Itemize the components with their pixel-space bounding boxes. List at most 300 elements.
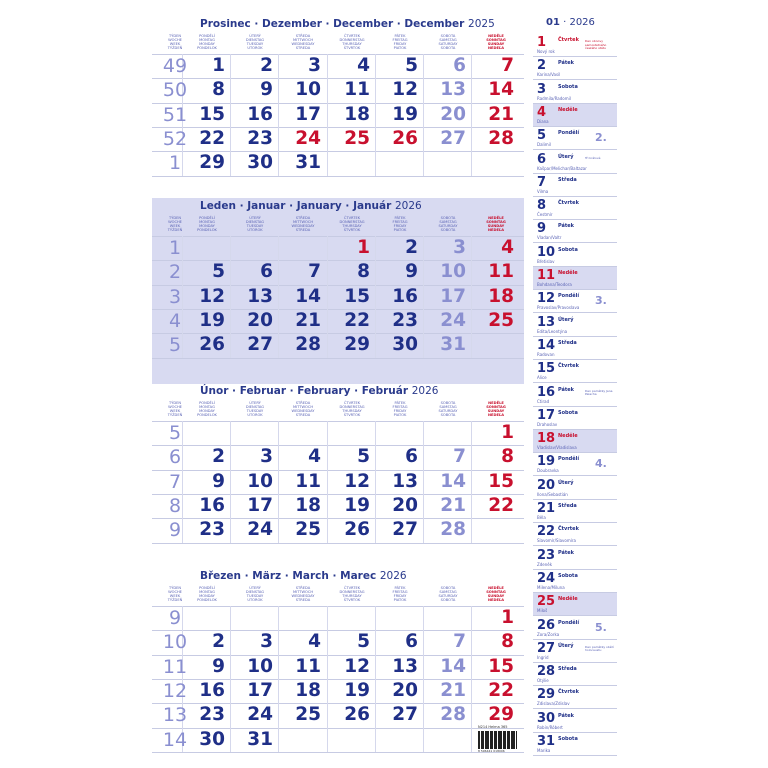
day-number[interactable]: 4 bbox=[501, 237, 514, 258]
month-title-text: Leden · Januar · January · Január bbox=[200, 200, 395, 212]
barcode-number: 8 596441 018006 bbox=[478, 749, 505, 753]
day-number[interactable]: 25 bbox=[295, 704, 321, 726]
day-number[interactable]: 19 bbox=[344, 494, 370, 516]
weekday-header: ÚTERÝ DIENSTAG TUESDAY UTOROK bbox=[245, 216, 265, 232]
week-number: 13 bbox=[162, 704, 188, 727]
day-number[interactable]: 2 bbox=[212, 446, 225, 468]
week-column-header: TÝDEN WOCHE WEEK TÝŽDEŇ bbox=[167, 586, 183, 602]
strip-name-day: Běla bbox=[537, 515, 546, 520]
day-number[interactable]: 12 bbox=[199, 285, 225, 307]
day-number[interactable]: 24 bbox=[247, 704, 273, 726]
day-number[interactable]: 10 bbox=[247, 655, 273, 677]
day-number[interactable]: 11 bbox=[295, 470, 321, 492]
day-number[interactable]: 2 bbox=[405, 237, 418, 258]
day-number[interactable]: 8 bbox=[501, 631, 514, 653]
strip-name-day: Čestmír bbox=[537, 212, 553, 218]
day-number[interactable]: 31 bbox=[295, 152, 321, 174]
strip-weekday: Pondělí bbox=[558, 293, 580, 300]
day-number[interactable]: 12 bbox=[344, 655, 370, 677]
day-number[interactable]: 21 bbox=[488, 103, 514, 125]
strip-weekday: Neděle bbox=[558, 270, 578, 276]
week-number: 5 bbox=[168, 334, 182, 357]
strip-day-number: 14 bbox=[537, 337, 556, 353]
day-number[interactable]: 9 bbox=[405, 261, 418, 283]
strip-weekday: Středa bbox=[558, 339, 577, 346]
week-number: 50 bbox=[162, 79, 188, 102]
day-number[interactable]: 28 bbox=[440, 704, 466, 726]
day-number[interactable]: 13 bbox=[392, 470, 418, 492]
strip-day-number: 1 bbox=[537, 35, 547, 50]
strip-day-row[interactable] bbox=[533, 686, 617, 709]
strip-day-number: 31 bbox=[537, 734, 556, 749]
day-number[interactable]: 10 bbox=[440, 261, 466, 283]
day-number[interactable]: 27 bbox=[392, 704, 418, 726]
strip-day-number: 26 bbox=[537, 617, 556, 633]
strip-day-number: 30 bbox=[537, 710, 556, 726]
strip-day-number: 15 bbox=[537, 361, 556, 377]
strip-day-number: 4 bbox=[537, 104, 547, 120]
week-number: 1 bbox=[168, 152, 182, 175]
day-number[interactable]: 3 bbox=[260, 631, 273, 653]
day-number[interactable]: 6 bbox=[260, 261, 273, 283]
weekday-header: ÚTERÝ DIENSTAG TUESDAY UTOROK bbox=[245, 34, 265, 50]
strip-day-row[interactable] bbox=[533, 360, 617, 383]
strip-weekday: Neděle bbox=[558, 433, 578, 440]
week-number: 4 bbox=[168, 309, 182, 332]
day-number[interactable]: 22 bbox=[344, 309, 370, 331]
strip-day-number: 5 bbox=[537, 128, 547, 144]
day-number[interactable]: 10 bbox=[247, 470, 273, 492]
strip-day-row[interactable] bbox=[533, 104, 617, 127]
day-number[interactable]: 30 bbox=[392, 334, 418, 356]
strip-weekday: Čtvrtek bbox=[558, 689, 579, 696]
strip-day-number: 23 bbox=[537, 547, 556, 563]
day-number[interactable]: 18 bbox=[344, 103, 370, 125]
weekday-header: ČTVRTEK DONNERSTAG THURSDAY ŠTVRTOK bbox=[339, 586, 365, 602]
strip-name-day: Dalimil bbox=[537, 142, 551, 148]
strip-day-row[interactable] bbox=[533, 453, 617, 476]
strip-day-number: 17 bbox=[537, 407, 556, 423]
day-number[interactable]: 7 bbox=[453, 631, 466, 653]
strip-day-number: 22 bbox=[537, 524, 556, 540]
strip-name-day: Břetislav bbox=[537, 258, 555, 264]
strip-day-row[interactable] bbox=[533, 337, 617, 360]
day-number[interactable]: 17 bbox=[440, 285, 466, 307]
strip-weekday: Úterý bbox=[558, 316, 574, 323]
day-number[interactable]: 20 bbox=[392, 679, 418, 701]
weekday-header: PONDĚLÍ MONTAG MONDAY PONDELOK bbox=[197, 401, 217, 417]
strip-weekday: Sobota bbox=[558, 83, 578, 90]
strip-weekday: Neděle bbox=[558, 596, 578, 603]
weekday-header: NEDĚLE SONNTAG SUNDAY NEDEĽA bbox=[486, 216, 506, 232]
strip-weekday: Středa bbox=[558, 176, 577, 183]
day-number[interactable]: 11 bbox=[344, 79, 370, 101]
strip-weekday: Úterý bbox=[558, 153, 574, 160]
strip-day-row[interactable] bbox=[533, 593, 617, 616]
day-number[interactable]: 30 bbox=[247, 152, 273, 174]
strip-name-day: Edita/Leontýna bbox=[537, 328, 568, 334]
weekday-header: PONDĚLÍ MONTAG MONDAY PONDELOK bbox=[197, 586, 217, 602]
day-number[interactable]: 16 bbox=[199, 494, 225, 516]
day-number[interactable]: 13 bbox=[247, 285, 273, 307]
day-number[interactable]: 15 bbox=[199, 103, 225, 125]
week-number: 49 bbox=[162, 55, 188, 77]
day-number[interactable]: 29 bbox=[344, 334, 370, 356]
day-number[interactable]: 4 bbox=[308, 631, 321, 653]
day-number[interactable]: 16 bbox=[392, 285, 418, 307]
day-number[interactable]: 4 bbox=[357, 55, 370, 76]
strip-weekday: Sobota bbox=[558, 736, 578, 742]
day-number[interactable]: 24 bbox=[295, 127, 321, 149]
day-number[interactable]: 15 bbox=[488, 655, 514, 677]
day-number[interactable]: 25 bbox=[488, 309, 514, 331]
strip-day-row[interactable] bbox=[533, 174, 617, 197]
strip-day-row[interactable] bbox=[533, 523, 617, 546]
day-number[interactable]: 14 bbox=[488, 79, 514, 101]
week-number: 9 bbox=[168, 607, 182, 629]
day-number[interactable]: 5 bbox=[405, 55, 418, 76]
strip-day-number: 20 bbox=[537, 477, 556, 493]
day-number[interactable]: 25 bbox=[295, 519, 321, 541]
strip-name-day: Drahoslav bbox=[537, 421, 558, 427]
day-number[interactable]: 14 bbox=[295, 285, 321, 307]
day-number[interactable]: 9 bbox=[212, 655, 225, 677]
strip-week-number: 2. bbox=[595, 131, 607, 145]
weekday-header: STŘEDA MITTWOCH WEDNESDAY STREDA bbox=[291, 586, 315, 602]
day-number[interactable]: 31 bbox=[247, 728, 273, 750]
strip-name-day: Ilona/Sebastián bbox=[537, 491, 568, 497]
day-number[interactable]: 28 bbox=[440, 519, 466, 541]
strip-weekday: Pátek bbox=[558, 712, 575, 719]
strip-holiday-note: Den obnovy samostatného českého státu bbox=[585, 39, 607, 50]
strip-weekday: Pátek bbox=[558, 549, 575, 556]
day-number[interactable]: 4 bbox=[308, 446, 321, 468]
day-number[interactable]: 3 bbox=[308, 55, 321, 76]
strip-day-row[interactable] bbox=[533, 197, 617, 220]
day-number[interactable]: 19 bbox=[392, 103, 418, 125]
day-number[interactable]: 18 bbox=[488, 285, 514, 307]
strip-weekday: Sobota bbox=[558, 572, 578, 579]
strip-day-row[interactable] bbox=[533, 290, 617, 313]
strip-day-row[interactable] bbox=[533, 407, 617, 430]
day-number[interactable]: 1 bbox=[501, 607, 514, 628]
day-number[interactable]: 18 bbox=[295, 494, 321, 516]
day-number[interactable]: 6 bbox=[453, 55, 466, 76]
day-number[interactable]: 9 bbox=[260, 79, 273, 101]
day-number[interactable]: 22 bbox=[488, 679, 514, 701]
month-title bbox=[200, 200, 516, 212]
day-number[interactable]: 6 bbox=[405, 631, 418, 653]
day-number[interactable]: 16 bbox=[199, 679, 225, 701]
strip-year: · 2026 bbox=[559, 17, 595, 28]
strip-day-number: 9 bbox=[537, 221, 547, 237]
strip-day-row[interactable] bbox=[533, 220, 617, 243]
day-number[interactable]: 18 bbox=[295, 679, 321, 701]
day-number[interactable]: 5 bbox=[357, 631, 370, 653]
strip-weekday: Pondělí bbox=[558, 456, 580, 463]
strip-week-number: 5. bbox=[595, 620, 607, 634]
day-number[interactable]: 26 bbox=[344, 704, 370, 726]
week-column-header: TÝDEN WOCHE WEEK TÝŽDEŇ bbox=[167, 216, 183, 232]
strip-weekday: Úterý bbox=[558, 479, 574, 486]
day-number[interactable]: 16 bbox=[247, 103, 273, 125]
strip-day-number: 24 bbox=[537, 570, 556, 586]
strip-day-number: 16 bbox=[537, 384, 556, 400]
strip-day-row[interactable] bbox=[533, 430, 617, 453]
month-title bbox=[200, 18, 516, 30]
barcode-bar bbox=[516, 731, 517, 749]
weekday-header: SOBOTA SAMSTAG SATURDAY SOBOTA bbox=[438, 216, 458, 232]
strip-name-day: Slavomír/Slavomíra bbox=[537, 538, 576, 544]
weekday-header: PÁTEK FREITAG FRIDAY PIATOK bbox=[392, 586, 408, 602]
strip-day-row[interactable] bbox=[533, 663, 617, 686]
month-title-text: Březen · März · March · Marec bbox=[200, 570, 380, 582]
strip-day-row[interactable] bbox=[533, 57, 617, 80]
day-number[interactable]: 3 bbox=[453, 237, 466, 258]
day-number[interactable]: 8 bbox=[357, 261, 370, 283]
day-number[interactable]: 23 bbox=[247, 127, 273, 149]
strip-name-day: Bohdana/Teodora bbox=[537, 282, 572, 287]
strip-weekday: Čtvrtek bbox=[558, 363, 579, 370]
day-number[interactable]: 11 bbox=[295, 655, 321, 677]
day-number[interactable]: 3 bbox=[260, 446, 273, 468]
strip-day-number: 6 bbox=[537, 151, 547, 167]
strip-day-row[interactable] bbox=[533, 547, 617, 570]
day-number[interactable]: 23 bbox=[392, 309, 418, 331]
grid-column-line bbox=[375, 606, 376, 752]
strip-week-number: 4. bbox=[595, 457, 607, 471]
strip-day-row[interactable] bbox=[533, 314, 617, 337]
day-number[interactable]: 27 bbox=[392, 519, 418, 541]
strip-day-row[interactable] bbox=[533, 733, 617, 756]
strip-month-header bbox=[546, 17, 595, 28]
day-number[interactable]: 30 bbox=[199, 728, 225, 750]
grid-column-line bbox=[278, 606, 279, 752]
strip-day-row[interactable] bbox=[533, 127, 617, 150]
strip-day-number: 18 bbox=[537, 431, 556, 447]
day-number[interactable]: 21 bbox=[440, 494, 466, 516]
strip-day-number: 13 bbox=[537, 314, 556, 330]
strip-weekday: Čtvrtek bbox=[558, 200, 579, 207]
day-number[interactable]: 17 bbox=[247, 679, 273, 701]
weekday-header: SOBOTA SAMSTAG SATURDAY SOBOTA bbox=[438, 34, 458, 50]
strip-day-row[interactable] bbox=[533, 710, 617, 733]
strip-weekday: Pátek bbox=[558, 60, 575, 67]
day-number[interactable]: 31 bbox=[440, 334, 466, 356]
day-number[interactable]: 23 bbox=[199, 704, 225, 726]
weekday-header: ČTVRTEK DONNERSTAG THURSDAY ŠTVRTOK bbox=[339, 401, 365, 417]
strip-day-number: 29 bbox=[537, 687, 556, 703]
weekday-header: STŘEDA MITTWOCH WEDNESDAY STREDA bbox=[291, 34, 315, 50]
weekday-header: ÚTERÝ DIENSTAG TUESDAY UTOROK bbox=[245, 401, 265, 417]
strip-weekday: Čtvrtek bbox=[558, 37, 579, 43]
day-number[interactable]: 15 bbox=[344, 285, 370, 307]
weekday-header: ČTVRTEK DONNERSTAG THURSDAY ŠTVRTOK bbox=[339, 216, 365, 232]
day-number[interactable]: 24 bbox=[440, 309, 466, 331]
day-number[interactable]: 26 bbox=[199, 334, 225, 356]
strip-day-number: 10 bbox=[537, 244, 556, 260]
month-year: 2026 bbox=[379, 570, 407, 582]
day-number[interactable]: 29 bbox=[488, 704, 514, 726]
day-number[interactable]: 2 bbox=[212, 631, 225, 653]
day-number[interactable]: 20 bbox=[392, 494, 418, 516]
week-number: 10 bbox=[162, 631, 188, 654]
month-title-text: Prosinec · Dezember · December · December bbox=[200, 18, 469, 30]
day-number[interactable]: 19 bbox=[199, 309, 225, 331]
weekday-header: NEDĚLE SONNTAG SUNDAY NEDEĽA bbox=[486, 586, 506, 602]
week-number: 14 bbox=[162, 728, 188, 751]
month-title bbox=[200, 385, 516, 397]
month-title-text: Únor · Februar · February · Február bbox=[200, 385, 412, 397]
day-number[interactable]: 17 bbox=[247, 494, 273, 516]
strip-day-row[interactable] bbox=[533, 151, 617, 174]
day-number[interactable]: 28 bbox=[488, 127, 514, 149]
day-number[interactable]: 1 bbox=[357, 237, 370, 258]
grid-line bbox=[152, 543, 524, 544]
day-number[interactable]: 8 bbox=[501, 446, 514, 468]
grid-column-line bbox=[327, 606, 328, 752]
strip-name-day: Diana bbox=[537, 118, 549, 124]
week-number: 5 bbox=[168, 422, 182, 444]
month-year: 2026 bbox=[411, 385, 439, 397]
weekday-header: PÁTEK FREITAG FRIDAY PIATOK bbox=[392, 401, 408, 417]
month-year: 2026 bbox=[394, 200, 422, 212]
day-number[interactable]: 10 bbox=[295, 79, 321, 101]
strip-name-day: Alice bbox=[537, 375, 547, 381]
day-number[interactable]: 13 bbox=[392, 655, 418, 677]
strip-name-day: Robin/Róbert bbox=[537, 724, 563, 730]
day-number[interactable]: 27 bbox=[440, 127, 466, 149]
month-title bbox=[200, 570, 516, 582]
week-number: 2 bbox=[168, 261, 182, 284]
day-number[interactable]: 27 bbox=[247, 334, 273, 356]
day-number[interactable]: 26 bbox=[344, 519, 370, 541]
week-number: 11 bbox=[162, 655, 188, 678]
strip-day-number: 21 bbox=[537, 501, 556, 516]
day-number[interactable]: 1 bbox=[501, 422, 514, 443]
grid-line bbox=[152, 176, 524, 177]
strip-holiday-note: Den památky obětí holocaustu bbox=[585, 644, 614, 653]
day-number[interactable]: 14 bbox=[440, 470, 466, 492]
day-number[interactable]: 17 bbox=[295, 103, 321, 125]
day-number[interactable]: 19 bbox=[344, 679, 370, 701]
week-number: 12 bbox=[162, 679, 188, 702]
strip-day-row[interactable] bbox=[533, 384, 617, 407]
day-number[interactable]: 21 bbox=[440, 679, 466, 701]
day-number[interactable]: 25 bbox=[344, 127, 370, 149]
day-number[interactable]: 5 bbox=[357, 446, 370, 468]
week-column-header: TÝDEN WOCHE WEEK TÝŽDEŇ bbox=[167, 34, 183, 50]
week-number: 52 bbox=[162, 127, 188, 150]
day-number[interactable]: 26 bbox=[392, 127, 418, 149]
strip-week-number: 3. bbox=[595, 294, 607, 308]
strip-weekday: Čtvrtek bbox=[558, 526, 579, 533]
day-number[interactable]: 12 bbox=[344, 470, 370, 492]
day-number[interactable]: 9 bbox=[212, 470, 225, 492]
weekday-header: STŘEDA MITTWOCH WEDNESDAY STREDA bbox=[291, 401, 315, 417]
day-number[interactable]: 11 bbox=[488, 261, 514, 283]
strip-name-day: Marika bbox=[537, 748, 551, 753]
day-number[interactable]: 24 bbox=[247, 519, 273, 541]
strip-name-day: Kašpar/Melichar/Baltazar bbox=[537, 165, 587, 171]
day-number[interactable]: 15 bbox=[488, 470, 514, 492]
strip-name-day: Milena/Miluna bbox=[537, 584, 565, 590]
strip-day-row[interactable] bbox=[533, 34, 617, 57]
day-number[interactable]: 2 bbox=[260, 55, 273, 76]
weekday-header: ÚTERÝ DIENSTAG TUESDAY UTOROK bbox=[245, 586, 265, 602]
day-number[interactable]: 7 bbox=[501, 55, 514, 76]
strip-name-day: Zdislava/Zdislav bbox=[537, 701, 570, 707]
day-number[interactable]: 13 bbox=[440, 79, 466, 101]
weekday-header: NEDĚLE SONNTAG SUNDAY NEDEĽA bbox=[486, 34, 506, 50]
strip-name-day: Zdeněk bbox=[537, 561, 553, 567]
day-number[interactable]: 12 bbox=[392, 79, 418, 101]
strip-day-row[interactable] bbox=[533, 570, 617, 593]
strip-day-row[interactable] bbox=[533, 500, 617, 523]
strip-name-day: Zora/Zorka bbox=[537, 631, 560, 637]
day-number[interactable]: 23 bbox=[199, 519, 225, 541]
day-number[interactable]: 20 bbox=[247, 309, 273, 331]
day-number[interactable]: 8 bbox=[212, 79, 225, 101]
grid-column-line bbox=[423, 606, 424, 752]
strip-weekday: Pátek bbox=[558, 223, 575, 230]
strip-day-row[interactable] bbox=[533, 81, 617, 104]
weekday-header: PONDĚLÍ MONTAG MONDAY PONDELOK bbox=[197, 216, 217, 232]
strip-name-day: Miloš bbox=[537, 608, 548, 614]
strip-day-number: 2 bbox=[537, 58, 547, 74]
week-number: 7 bbox=[168, 470, 182, 493]
strip-weekday: Pondělí bbox=[558, 130, 580, 137]
weekday-header: ČTVRTEK DONNERSTAG THURSDAY ŠTVRTOK bbox=[339, 34, 365, 50]
weekday-header: NEDĚLE SONNTAG SUNDAY NEDEĽA bbox=[486, 401, 506, 417]
day-number[interactable]: 14 bbox=[440, 655, 466, 677]
strip-day-row[interactable] bbox=[533, 640, 617, 663]
strip-day-row[interactable] bbox=[533, 267, 617, 290]
strip-day-number: 19 bbox=[537, 454, 556, 470]
strip-name-day: Vladan/Valtr bbox=[537, 235, 562, 241]
day-number[interactable]: 22 bbox=[488, 494, 514, 516]
day-number[interactable]: 6 bbox=[405, 446, 418, 468]
strip-day-number: 8 bbox=[537, 198, 547, 214]
barcode bbox=[478, 731, 518, 749]
day-number[interactable]: 5 bbox=[212, 261, 225, 283]
strip-name-day: Vladislav/Vladislava bbox=[537, 445, 577, 451]
strip-day-row[interactable] bbox=[533, 477, 617, 500]
strip-name-day: Radmila/Radomil bbox=[537, 95, 571, 101]
day-number[interactable]: 21 bbox=[295, 309, 321, 331]
week-number: 3 bbox=[168, 285, 182, 308]
strip-day-number: 25 bbox=[537, 594, 556, 610]
strip-name-day: Otýlie bbox=[537, 678, 549, 684]
day-number[interactable]: 7 bbox=[453, 446, 466, 468]
strip-day-row[interactable] bbox=[533, 617, 617, 640]
day-number[interactable]: 7 bbox=[308, 261, 321, 283]
strip-name-day: Ingrid bbox=[537, 654, 549, 660]
day-number[interactable]: 28 bbox=[295, 334, 321, 356]
month-year: 2025 bbox=[468, 18, 495, 30]
weekday-header: STŘEDA MITTWOCH WEDNESDAY STREDA bbox=[291, 216, 315, 232]
day-number[interactable]: 1 bbox=[212, 55, 225, 76]
day-number[interactable]: 29 bbox=[199, 152, 225, 174]
day-number[interactable]: 22 bbox=[199, 127, 225, 149]
grid-line bbox=[152, 358, 524, 359]
day-number[interactable]: 20 bbox=[440, 103, 466, 125]
strip-weekday: Neděle bbox=[558, 106, 578, 113]
week-number: 9 bbox=[168, 519, 182, 542]
week-column-header: TÝDEN WOCHE WEEK TÝŽDEŇ bbox=[167, 401, 183, 417]
grid-line bbox=[152, 752, 524, 753]
strip-day-row[interactable] bbox=[533, 244, 617, 267]
